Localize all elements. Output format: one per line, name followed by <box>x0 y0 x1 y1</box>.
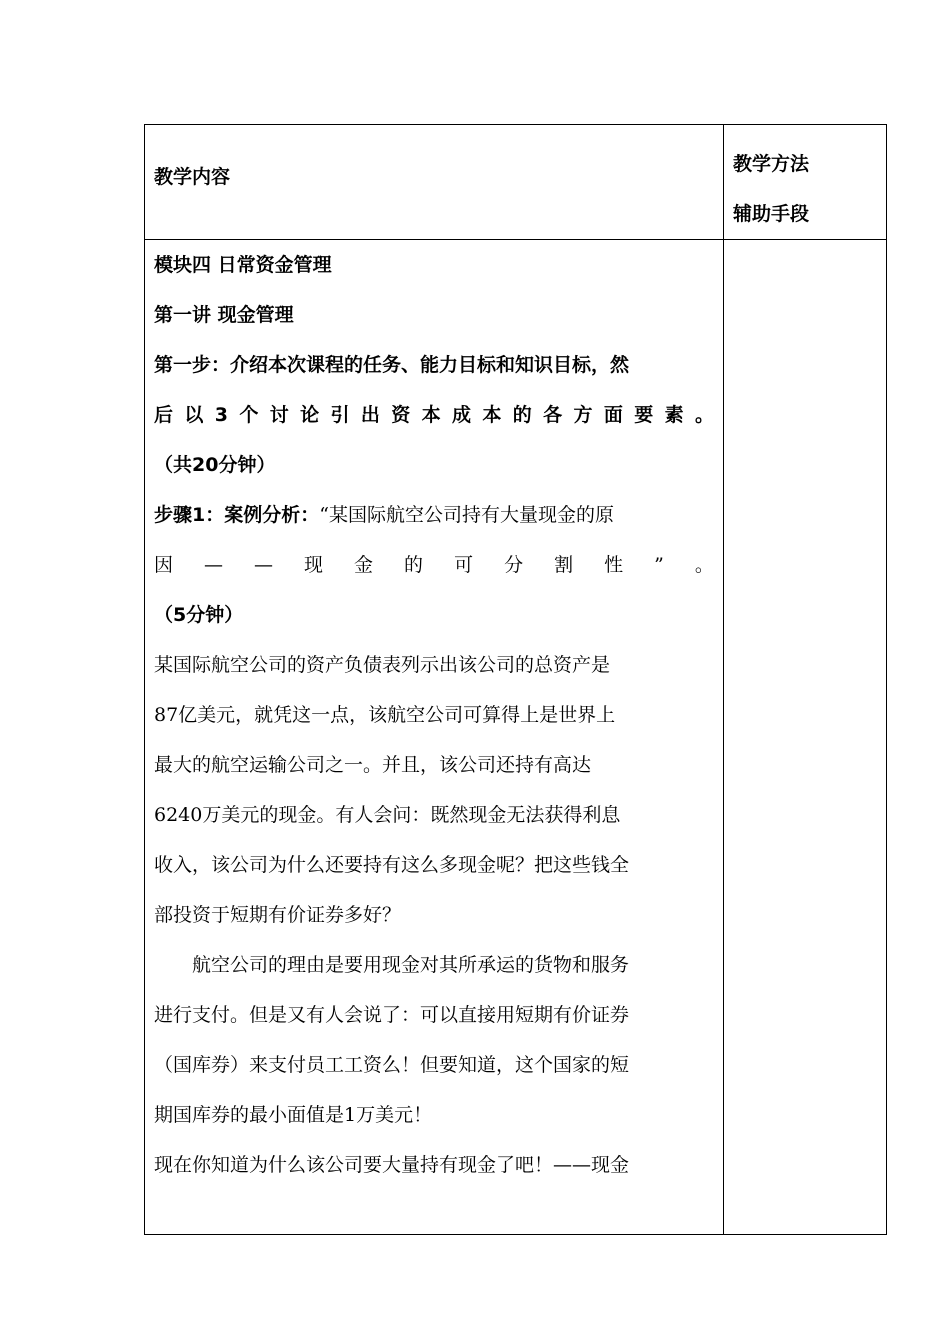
paragraph-line: 87亿美元，就凭这一点，该航空公司可算得上是世界上 <box>154 704 616 726</box>
justified-char: 各 <box>543 404 563 426</box>
justified-char: 素 <box>664 404 684 426</box>
method-column-title: 教学方法 <box>733 153 810 175</box>
justified-char: 成 <box>451 404 471 426</box>
step1-line2 <box>154 390 714 440</box>
case-title-line2 <box>154 540 714 590</box>
paragraph-line: （国库券）来支付员工工资么！但要知道，这个国家的短 <box>154 1054 630 1076</box>
paragraph-line: 进行支付。但是又有人会说了：可以直接用短期有价证券 <box>154 1004 630 1026</box>
justified-char: 本 <box>421 404 441 426</box>
justified-char: 分 <box>504 554 524 576</box>
justified-char: 个 <box>239 404 259 426</box>
step1-duration: （共20分钟） <box>154 454 276 476</box>
case-title: “某国际航空公司持有大量现金的原 <box>319 504 614 526</box>
justified-char: 3 <box>214 404 228 426</box>
paragraph-line: 期国库券的最小面值是1万美元！ <box>154 1104 433 1126</box>
case-label: 步骤1：案例分析： <box>154 504 320 526</box>
justified-char: 的 <box>404 554 424 576</box>
method-header-cell <box>724 125 887 240</box>
justified-char: 资 <box>391 404 411 426</box>
justified-char: 后 <box>154 404 174 426</box>
justified-char: 方 <box>573 404 593 426</box>
justified-char: 金 <box>354 554 374 576</box>
paragraph-1 <box>154 640 714 940</box>
justified-char: 现 <box>304 554 324 576</box>
justified-char: ” <box>654 554 664 576</box>
justified-char: 要 <box>634 404 654 426</box>
step1-line1: 第一步：介绍本次课程的任务、能力目标和知识目标，然 <box>154 354 630 376</box>
justified-char: 性 <box>604 554 624 576</box>
justified-char: 可 <box>454 554 474 576</box>
table-header-row <box>145 125 887 240</box>
content-header-cell <box>145 125 724 240</box>
content-body-cell <box>145 240 724 1235</box>
method-body-cell <box>724 240 887 1235</box>
table-body-row <box>145 240 887 1235</box>
paragraph-line: 航空公司的理由是要用现金对其所承运的货物和服务 <box>192 954 630 976</box>
case-heading <box>154 490 714 540</box>
module-heading: 模块四 日常资金管理 <box>154 254 332 276</box>
justified-char: — <box>254 554 274 576</box>
paragraph-line: 收入，该公司为什么还要持有这么多现金呢？把这些钱全 <box>154 854 630 876</box>
justified-char: 。 <box>694 554 714 576</box>
paragraph-3: 现在你知道为什么该公司要大量持有现金了吧！——现金 <box>154 1154 630 1176</box>
justified-char: 割 <box>554 554 574 576</box>
justified-char: 论 <box>300 404 320 426</box>
paragraph-line: 最大的航空运输公司之一。并且，该公司还持有高达 <box>154 754 592 776</box>
paragraph-2 <box>154 940 714 1140</box>
justified-char: 引 <box>330 404 350 426</box>
justified-char: 以 <box>184 404 204 426</box>
aid-column-title: 辅助手段 <box>733 203 810 225</box>
justified-char: 因 <box>154 554 174 576</box>
paragraph-line: 部投资于短期有价证券多好？ <box>154 904 402 926</box>
justified-char: 本 <box>482 404 502 426</box>
justified-char: 的 <box>512 404 532 426</box>
justified-char: 出 <box>360 404 380 426</box>
justified-char: 面 <box>603 404 623 426</box>
lecture-heading: 第一讲 现金管理 <box>154 304 294 326</box>
justified-char: 。 <box>694 404 714 426</box>
case-duration: （5分钟） <box>154 604 244 626</box>
paragraph-line: 某国际航空公司的资产负债表列示出该公司的总资产是 <box>154 654 611 676</box>
paragraph-line: 6240万美元的现金。有人会问：既然现金无法获得利息 <box>154 804 621 826</box>
lesson-plan-table <box>144 124 887 1235</box>
content-column-title: 教学内容 <box>154 165 231 188</box>
justified-char: 讨 <box>269 404 289 426</box>
justified-char: — <box>204 554 224 576</box>
